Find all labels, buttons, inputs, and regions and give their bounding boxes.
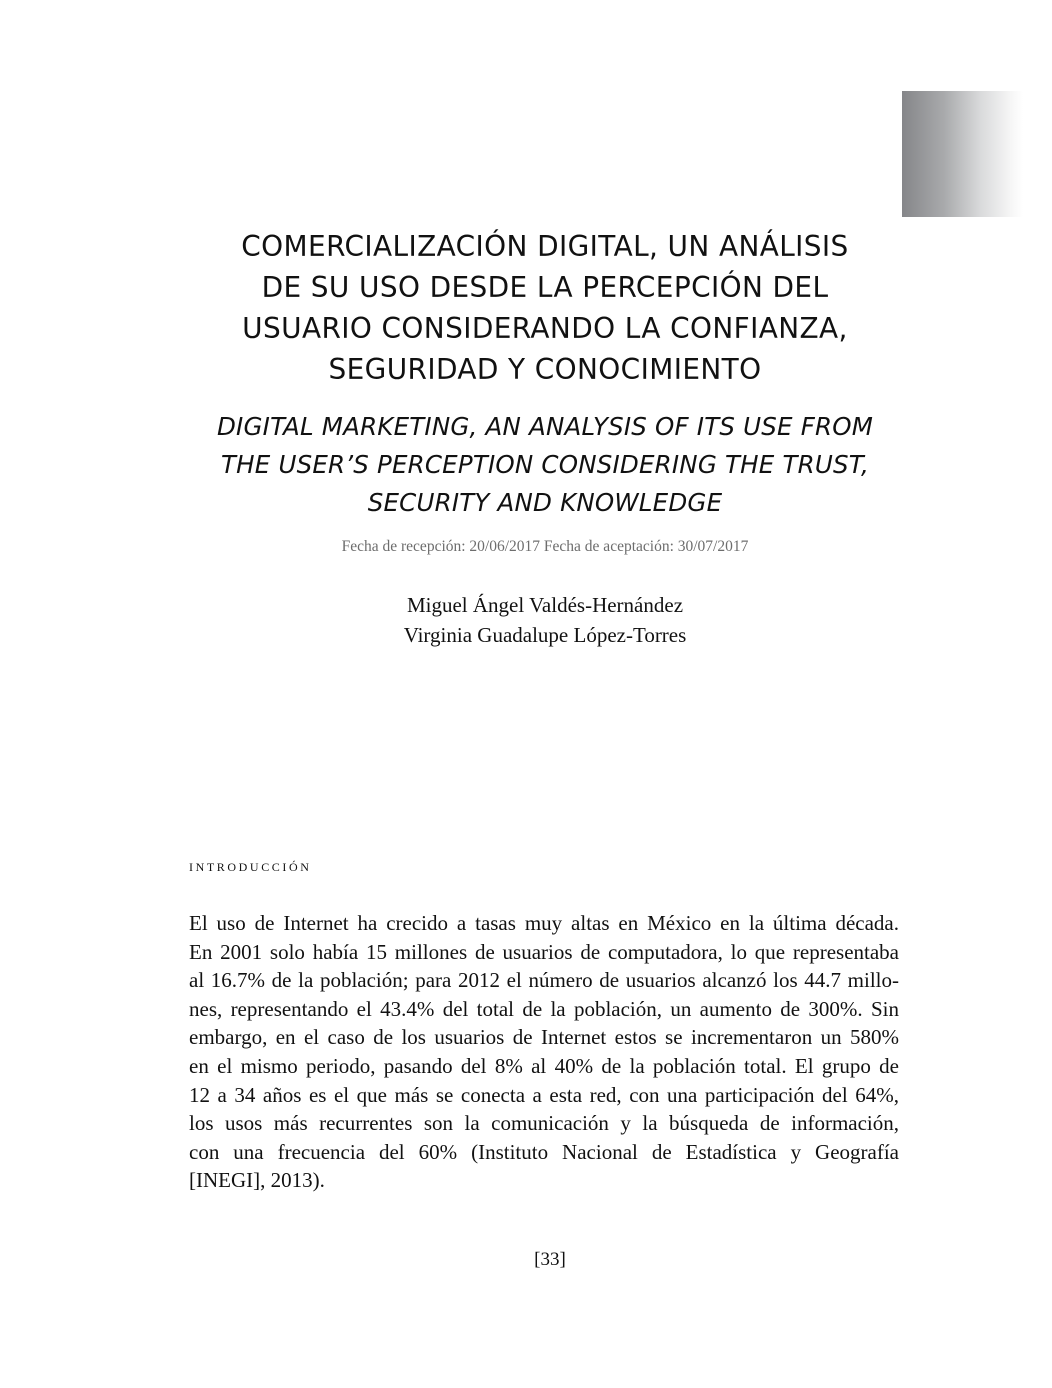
paragraph-line: embargo, en el caso de los usuarios de Internet estos se incrementaron un 580% [189, 1025, 899, 1050]
page-number: [33] [534, 1249, 566, 1270]
title-es-line: COMERCIALIZACIÓN DIGITAL, UN ANÁLISIS [241, 230, 849, 264]
paragraph-line: en el mismo periodo, pasando del 8% al 40% de la población total. El grupo de [189, 1053, 899, 1078]
title-english [190, 408, 900, 522]
authors [190, 590, 900, 650]
title-es-line: USUARIO CONSIDERANDO LA CONFIANZA, [242, 312, 848, 346]
paragraph-line: al 16.7% de la población; para 2012 el número de usuarios alcanzó los 44.7 millo- [189, 968, 899, 993]
paragraph-line: los usos más recurrentes son la comunicación y la búsqueda de información, [189, 1111, 899, 1136]
paragraph-line: En 2001 solo había 15 millones de usuarios de computadora, lo que representaba [189, 939, 899, 964]
title-es-line: SEGURIDAD Y CONOCIMIENTO [328, 353, 762, 387]
section-heading: introducción [189, 856, 312, 875]
paragraph-line: 12 a 34 años es el que más se conecta a esta red, con una participación del 64%, [189, 1082, 899, 1107]
paragraph-line: nes, representando el 43.4% del total de la población, un aumento de 300%. Sin [189, 996, 899, 1021]
author-name: Miguel Ángel Valdés-Hernández [406, 593, 684, 617]
author-name: Virginia Guadalupe López-Torres [403, 623, 687, 647]
chapter-tab-gradient [902, 91, 1023, 217]
paragraph-line: [INEGI], 2013). [189, 1168, 325, 1193]
reception-acceptance-dates: Fecha de recepción: 20/06/2017 Fecha de aceptación: 30/07/2017 [341, 538, 749, 555]
title-en-line: THE USER’S PERCEPTION CONSIDERING THE TRUST, [221, 450, 869, 479]
title-en-line: SECURITY AND KNOWLEDGE [367, 488, 723, 517]
title-spanish [197, 226, 893, 390]
title-en-line: DIGITAL MARKETING, AN ANALYSIS OF ITS USE FROM [216, 412, 874, 441]
title-es-line: DE SU USO DESDE LA PERCEPCIÓN DEL [261, 271, 829, 305]
paragraph-line: con una frecuencia del 60% (Instituto Nacional de Estadística y Geografía [189, 1139, 899, 1164]
paragraph-line: El uso de Internet ha crecido a tasas muy altas en México en la última década. [189, 911, 899, 935]
body-paragraph [189, 909, 899, 1195]
